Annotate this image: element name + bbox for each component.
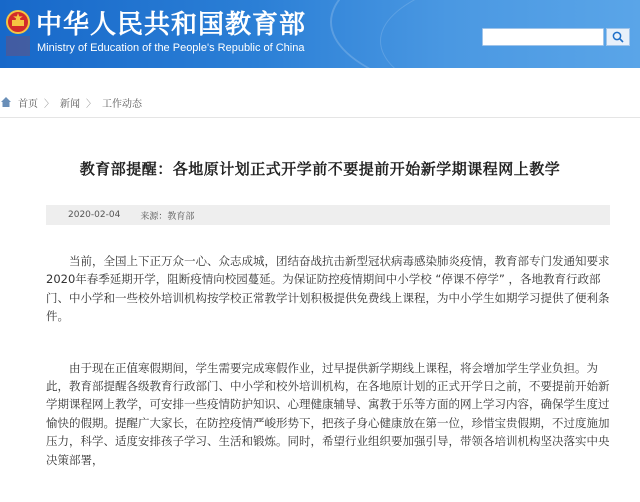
article-paragraph: 当前，全国上下正万众一心、众志成城，团结奋战抗击新型冠状病毒感染肺炎疫情，教育部专门发通知要求2020年春季延期开学，阻断疫情向校园蔓延。为保证防控疫情期间中小学校 “停课不停学” ，各地教育行政部门、中小学和一些校外培训机构按学校正常教学计划积极提供免费线上课程，为中小学生如期学习提供了便利条件。 xyxy=(46,254,610,324)
article-paragraph: 由于现在正值寒假期间，学生需要完成寒假作业，过早提供新学期线上课程，将会增加学生学业负担。为此，教育部提醒各级教育行政部门、中小学和校外培训机构，在各地原计划的正式开学日之前，不要提前开始新学期课程网上教学，可安排一些疫情防护知识、心理健康辅导、寓教于乐等方面的网上学习内容，确保学生度过愉快的假期。提醒广大家长，在防控疫情严峻形势下，把孩子身心健康放在第一位，珍惜宝贵假期，不过度施加压力，科学、适度安排孩子学习、生活和锻炼。同时，希望行业组织要加强引导，带领各培训机构坚决落实中央决策部署， xyxy=(46,360,610,467)
article-title: 教育部提醒：各地原计划正式开学前不要提前开始新学期课程网上教学 xyxy=(79,160,561,178)
article-meta xyxy=(46,205,610,225)
breadcrumb-separator: 〉 xyxy=(86,98,96,110)
article-source: 来源：教育部 xyxy=(140,211,195,222)
breadcrumb-separator: 〉 xyxy=(44,98,54,110)
breadcrumb-work-news[interactable]: 工作动态 xyxy=(102,98,142,110)
site-header xyxy=(0,0,640,68)
site-title[interactable]: 中华人民共和国教育部 xyxy=(36,10,307,40)
search-icon xyxy=(612,31,624,43)
divider xyxy=(0,117,640,118)
search-button[interactable] xyxy=(606,28,630,46)
site-subtitle: Ministry of Education of the People's Republic of China xyxy=(37,42,305,54)
breadcrumb-news[interactable]: 新闻 xyxy=(60,98,80,110)
search-input[interactable] xyxy=(482,28,604,46)
home-icon xyxy=(0,96,12,108)
national-emblem-icon[interactable] xyxy=(6,6,30,56)
breadcrumb-home[interactable]: 首页 xyxy=(18,98,38,110)
article-date: 2020-02-04 xyxy=(68,210,121,220)
article-body xyxy=(46,252,610,502)
breadcrumb xyxy=(0,92,142,112)
